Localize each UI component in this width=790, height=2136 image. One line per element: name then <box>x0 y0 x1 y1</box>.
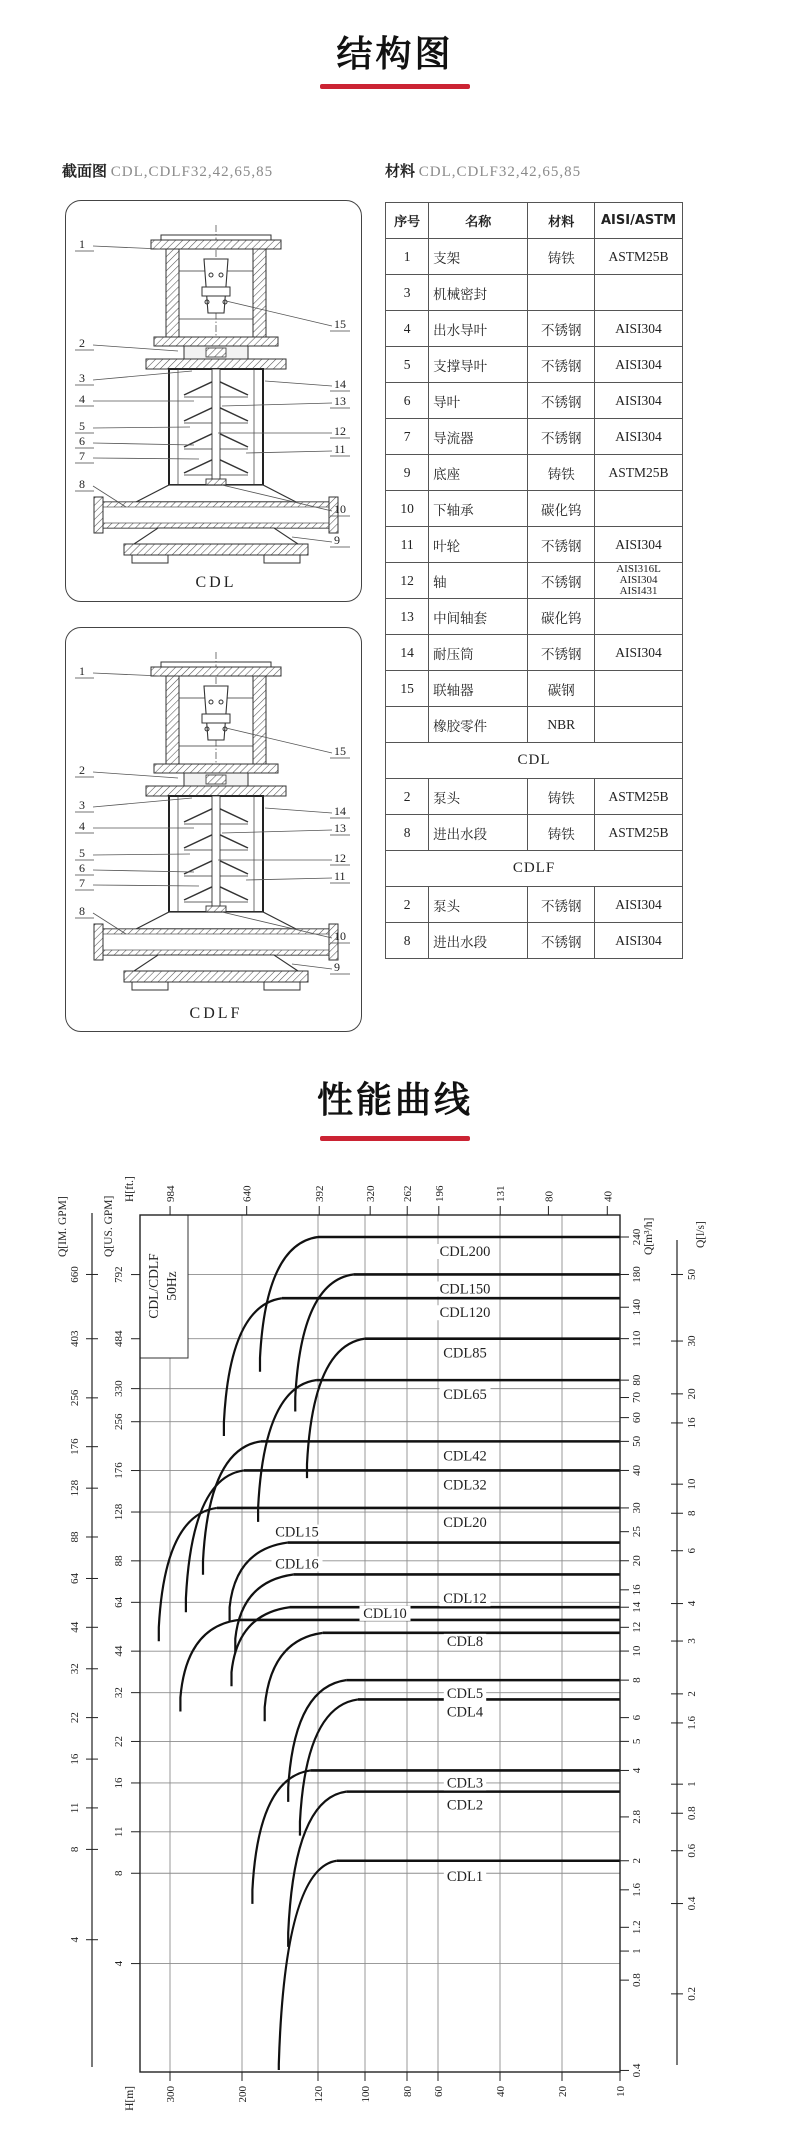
table-cell: 14 <box>386 635 429 671</box>
tick-label: 8 <box>686 1510 698 1516</box>
table-cell: 铸铁 <box>528 815 595 851</box>
tick-label: 32 <box>113 1687 125 1699</box>
table-cell: 导流器 <box>429 419 528 455</box>
table-cell: 叶轮 <box>429 527 528 563</box>
tick-label: 1.6 <box>686 1716 698 1730</box>
tick-label: 22 <box>113 1735 125 1747</box>
table-cell: 导叶 <box>429 383 528 419</box>
table-cell: 不锈钢 <box>528 383 595 419</box>
table-cell <box>595 707 683 743</box>
tick-label: 0.2 <box>686 1986 698 2001</box>
table-cell: AISI304 <box>595 887 683 923</box>
pump-model-label: CDL10 <box>363 1605 407 1622</box>
tick-label: 8 <box>69 1846 81 1853</box>
tick-label: 11 <box>113 1826 125 1838</box>
callout-number: 13 <box>334 821 346 835</box>
axis-title: Q[m³/h] <box>643 1217 655 1255</box>
callout-number: 3 <box>79 371 85 385</box>
tick-label: 330 <box>113 1380 125 1397</box>
tick-label: 792 <box>113 1266 125 1283</box>
table-cell: 4 <box>386 311 429 347</box>
tick-label: 128 <box>69 1479 81 1497</box>
tick-label: 64 <box>69 1572 81 1584</box>
pump-model-label: CDL200 <box>439 1244 491 1260</box>
table-row <box>386 491 683 527</box>
tick-label: 40 <box>631 1464 643 1476</box>
callout-number: 2 <box>79 336 85 350</box>
performance-section-title: 性能曲线 <box>316 1080 473 1121</box>
callout-number: 10 <box>334 502 346 516</box>
table-row <box>386 707 683 743</box>
tick-label: 0.6 <box>686 1843 698 1858</box>
pump-model-label: CDL1 <box>446 1868 484 1885</box>
axis-title: Q[US. GPM] <box>103 1195 115 1257</box>
table-cell <box>595 275 683 311</box>
table-cell: 名称 <box>429 203 528 239</box>
tick-label: 0.8 <box>686 1806 698 1821</box>
cdl-cross-section-box <box>65 200 362 602</box>
tick-label: 4 <box>631 1767 643 1774</box>
callout-number: 15 <box>334 744 346 758</box>
callout-number: 15 <box>334 317 346 331</box>
table-cell: 橡胶零件 <box>429 707 528 743</box>
table-row <box>386 311 683 347</box>
table-cell: 不锈钢 <box>528 347 595 383</box>
cdlf-pump-drawing <box>66 628 359 1027</box>
pump-range-curve <box>260 1237 318 1372</box>
tick-label: 128 <box>113 1503 125 1521</box>
callout-number: 6 <box>79 434 85 448</box>
table-cell: 底座 <box>429 455 528 491</box>
table-row <box>386 527 683 563</box>
pump-model-label: CDL8 <box>446 1633 484 1650</box>
table-cell: AISI316L AISI304 AISI431 <box>595 563 683 599</box>
table-cell: AISI304 <box>595 527 683 563</box>
tick-label: 176 <box>113 1462 125 1479</box>
table-cell: 序号 <box>386 203 429 239</box>
table-cell: NBR <box>528 707 595 743</box>
pump-model-label: CDL120 <box>439 1305 491 1322</box>
callout-number: 12 <box>334 424 346 438</box>
callout-number: 11 <box>334 442 346 456</box>
pump-model-label: CDL20 <box>443 1514 487 1531</box>
pump-range-curve <box>235 1574 293 1652</box>
table-cell: 不锈钢 <box>528 887 595 923</box>
pump-model-label: CDL85 <box>443 1345 487 1362</box>
table-cell: 11 <box>386 527 429 563</box>
table-cell: 5 <box>386 347 429 383</box>
cross-section-heading-bold: 截面图 <box>62 162 108 180</box>
pump-model-label: CDL3 <box>446 1775 484 1792</box>
table-cell: ASTM25B <box>595 455 683 491</box>
tick-label: 320 <box>365 1185 378 1202</box>
tick-label: 984 <box>165 1185 178 1202</box>
tick-label: 50 <box>686 1268 698 1280</box>
table-cell: AISI304 <box>595 347 683 383</box>
callout-number: 7 <box>79 449 85 463</box>
tick-label: 110 <box>631 1330 643 1347</box>
table-row <box>386 887 683 923</box>
tick-label: 1.6 <box>631 1882 643 1897</box>
table-cell: AISI/ASTM <box>595 203 683 239</box>
tick-label: 176 <box>69 1438 81 1455</box>
tick-label: 80 <box>402 2086 414 2097</box>
title-underline-2 <box>320 1136 470 1141</box>
callout-number: 10 <box>334 929 346 943</box>
tick-label: 12 <box>631 1621 643 1633</box>
tick-label: 100 <box>360 2086 372 2103</box>
table-cell: 材料 <box>528 203 595 239</box>
callout-number: 5 <box>79 846 85 860</box>
performance-chart <box>0 1160 790 2136</box>
tick-label: 25 <box>631 1526 643 1538</box>
cross-section-heading <box>62 160 273 181</box>
callout-number: 9 <box>334 533 340 547</box>
cdl-pump-drawing <box>66 201 359 597</box>
table-cell: AISI304 <box>595 923 683 959</box>
axis-title: H[m] <box>124 2086 136 2111</box>
structure-section-title: 结构图 <box>336 34 454 75</box>
tick-label: 8 <box>631 1677 643 1683</box>
tick-label: 120 <box>313 2086 325 2103</box>
pump-range-curve <box>224 1298 282 1436</box>
pump-model-label: CDL16 <box>275 1556 319 1573</box>
callout-number: 8 <box>79 904 85 918</box>
tick-label: 8 <box>113 1870 125 1877</box>
tick-label: 32 <box>69 1663 81 1675</box>
tick-label: 256 <box>69 1389 81 1407</box>
pump-range-curve <box>288 1792 346 1947</box>
tick-label: 5 <box>631 1738 643 1745</box>
tick-label: 256 <box>113 1413 125 1430</box>
table-cell <box>595 671 683 707</box>
materials-heading <box>385 160 581 181</box>
tick-label: 2 <box>631 1858 643 1864</box>
tick-label: 70 <box>631 1392 643 1404</box>
table-cell: 耐压筒 <box>429 635 528 671</box>
axis-title: Q[l/s] <box>695 1221 707 1248</box>
table-cell: 12 <box>386 563 429 599</box>
tick-label: 40 <box>495 2086 507 2097</box>
tick-label: 2 <box>686 1691 698 1697</box>
table-section-title: CDLF <box>386 851 683 887</box>
table-row <box>386 635 683 671</box>
tick-label: 0.4 <box>631 2063 643 2078</box>
table-cell: 支撑导叶 <box>429 347 528 383</box>
table-cell: 联轴器 <box>429 671 528 707</box>
tick-label: 10 <box>686 1478 698 1490</box>
tick-label: 20 <box>631 1555 643 1567</box>
table-cell <box>595 491 683 527</box>
table-cell: 机械密封 <box>429 275 528 311</box>
tick-label: 10 <box>631 1645 643 1657</box>
tick-label: 50 <box>631 1435 643 1447</box>
tick-label: 60 <box>631 1412 643 1424</box>
pump-range-curve <box>180 1620 238 1712</box>
table-cell: ASTM25B <box>595 239 683 275</box>
callout-number: 5 <box>79 419 85 433</box>
table-section-row <box>386 851 683 887</box>
callout-number: 4 <box>79 392 85 406</box>
cdlf-cross-section-box <box>65 627 362 1032</box>
table-cell: AISI304 <box>595 383 683 419</box>
table-cell: 铸铁 <box>528 779 595 815</box>
tick-label: 0.8 <box>631 1973 643 1988</box>
table-cell: 不锈钢 <box>528 635 595 671</box>
table-cell: AISI304 <box>595 419 683 455</box>
table-row <box>386 779 683 815</box>
materials-heading-models: CDL,CDLF32,42,65,85 <box>418 164 582 180</box>
tick-label: 88 <box>69 1531 81 1543</box>
table-cell: 8 <box>386 815 429 851</box>
callout-number: 7 <box>79 876 85 890</box>
tick-label: 0.4 <box>686 1896 698 1911</box>
tick-label: 2.8 <box>631 1810 643 1824</box>
table-cell: 碳钢 <box>528 671 595 707</box>
table-cell: 泵头 <box>429 779 528 815</box>
tick-label: 14 <box>631 1601 643 1613</box>
table-row <box>386 599 683 635</box>
materials-table <box>385 202 683 959</box>
table-cell: 支架 <box>429 239 528 275</box>
table-cell: 不锈钢 <box>528 923 595 959</box>
table-row <box>386 239 683 275</box>
table-cell: 2 <box>386 887 429 923</box>
table-cell: 不锈钢 <box>528 563 595 599</box>
callout-number: 13 <box>334 394 346 408</box>
callout-number: 4 <box>79 819 85 833</box>
pump-model-label: CDL5 <box>446 1686 484 1703</box>
table-cell: AISI304 <box>595 635 683 671</box>
tick-label: 80 <box>631 1374 643 1386</box>
tick-label: 140 <box>631 1298 643 1316</box>
callout-number: 14 <box>334 804 346 818</box>
table-cell: 10 <box>386 491 429 527</box>
tick-label: 1 <box>686 1781 698 1787</box>
tick-label: 640 <box>241 1185 254 1202</box>
table-cell <box>595 599 683 635</box>
table-cell: 13 <box>386 599 429 635</box>
table-cell: AISI304 <box>595 311 683 347</box>
tick-label: 22 <box>69 1712 81 1724</box>
pump-model-label: CDL4 <box>446 1704 484 1721</box>
pump-range-curve <box>265 1633 323 1721</box>
tick-label: 131 <box>495 1185 508 1202</box>
tick-label: 44 <box>113 1645 125 1657</box>
inset-frequency-label: 50Hz <box>164 1271 179 1301</box>
tick-label: 4 <box>113 1960 125 1967</box>
axis-title: H[ft.] <box>124 1176 136 1202</box>
table-cell: ASTM25B <box>595 779 683 815</box>
table-cell: 2 <box>386 779 429 815</box>
table-cell: 碳化钨 <box>528 599 595 635</box>
table-cell: 铸铁 <box>528 239 595 275</box>
callout-number: 6 <box>79 861 85 875</box>
tick-label: 30 <box>686 1335 698 1347</box>
pump-model-label: CDL65 <box>443 1387 487 1404</box>
table-cell: 泵头 <box>429 887 528 923</box>
tick-label: 4 <box>69 1936 81 1943</box>
tick-label: 16 <box>113 1777 125 1789</box>
tick-label: 11 <box>69 1802 81 1814</box>
tick-label: 180 <box>631 1266 643 1283</box>
cross-section-heading-models: CDL,CDLF32,42,65,85 <box>110 164 274 180</box>
callout-number: 8 <box>79 477 85 491</box>
table-cell <box>386 707 429 743</box>
callout-number: 3 <box>79 798 85 812</box>
table-row <box>386 923 683 959</box>
axis-title: Q[IM. GPM] <box>57 1196 69 1257</box>
table-section-row <box>386 743 683 779</box>
table-row <box>386 563 683 599</box>
tick-label: 3 <box>686 1638 698 1644</box>
tick-label: 30 <box>631 1502 643 1514</box>
pump-model-label: CDL42 <box>443 1448 487 1465</box>
tick-label: 40 <box>602 1191 615 1202</box>
table-cell: 1 <box>386 239 429 275</box>
tick-label: 20 <box>557 2086 569 2097</box>
pump-range-curve <box>295 1274 353 1411</box>
table-cell: ASTM25B <box>595 815 683 851</box>
pump-model-label: CDL2 <box>446 1797 484 1814</box>
tick-label: 196 <box>433 1185 446 1202</box>
table-cell: 3 <box>386 275 429 311</box>
tick-label: 392 <box>314 1185 327 1202</box>
table-row <box>386 347 683 383</box>
tick-label: 6 <box>686 1547 698 1554</box>
table-cell: 进出水段 <box>429 923 528 959</box>
tick-label: 262 <box>402 1185 415 1202</box>
table-header-row <box>386 203 683 239</box>
tick-label: 300 <box>165 2086 177 2103</box>
table-row <box>386 383 683 419</box>
table-cell: 碳化钨 <box>528 491 595 527</box>
diagram-caption: CDL <box>195 574 237 591</box>
table-row <box>386 275 683 311</box>
table-cell: 不锈钢 <box>528 419 595 455</box>
tick-label: 240 <box>631 1228 643 1246</box>
tick-label: 20 <box>686 1388 698 1400</box>
table-cell: 9 <box>386 455 429 491</box>
tick-label: 80 <box>543 1191 556 1202</box>
callout-number: 2 <box>79 763 85 777</box>
materials-heading-bold: 材料 <box>385 162 416 180</box>
table-cell: 出水导叶 <box>429 311 528 347</box>
title-underline <box>320 84 470 89</box>
table-cell <box>528 275 595 311</box>
table-row <box>386 671 683 707</box>
tick-label: 660 <box>69 1266 81 1283</box>
table-section-title: CDL <box>386 743 683 779</box>
pump-model-label: CDL15 <box>275 1524 319 1541</box>
diagram-caption: CDLF <box>189 1005 243 1022</box>
callout-number: 11 <box>334 869 346 883</box>
table-row <box>386 455 683 491</box>
tick-label: 403 <box>69 1330 81 1347</box>
tick-label: 10 <box>615 2086 627 2097</box>
pump-model-label: CDL150 <box>439 1281 491 1298</box>
table-cell: 不锈钢 <box>528 527 595 563</box>
tick-label: 16 <box>69 1753 81 1765</box>
tick-label: 4 <box>686 1600 698 1607</box>
pump-range-curve <box>300 1699 358 1835</box>
table-cell: 铸铁 <box>528 455 595 491</box>
tick-label: 16 <box>631 1584 643 1596</box>
tick-label: 484 <box>113 1330 125 1347</box>
pump-range-curve <box>307 1339 365 1478</box>
pump-model-label: CDL32 <box>443 1477 487 1494</box>
table-cell: 8 <box>386 923 429 959</box>
table-row <box>386 419 683 455</box>
callout-number: 12 <box>334 851 346 865</box>
table-cell: 6 <box>386 383 429 419</box>
tick-label: 64 <box>113 1596 125 1608</box>
table-row <box>386 815 683 851</box>
pump-model-label: CDL12 <box>443 1591 487 1608</box>
callout-number: 1 <box>79 664 85 678</box>
tick-label: 16 <box>686 1417 698 1429</box>
table-cell: 下轴承 <box>429 491 528 527</box>
callout-number: 1 <box>79 237 85 251</box>
table-cell: 轴 <box>429 563 528 599</box>
table-cell: 中间轴套 <box>429 599 528 635</box>
inset-frequency-label: CDL/CDLF <box>146 1253 161 1319</box>
tick-label: 60 <box>433 2086 445 2097</box>
tick-label: 1 <box>631 1948 643 1954</box>
tick-label: 1.2 <box>631 1920 643 1935</box>
tick-label: 88 <box>113 1555 125 1567</box>
pump-range-curve <box>279 1861 337 2070</box>
table-cell: 15 <box>386 671 429 707</box>
tick-label: 200 <box>237 2086 249 2103</box>
pump-range-curve <box>288 1680 346 1802</box>
callout-number: 9 <box>334 960 340 974</box>
table-cell: 不锈钢 <box>528 311 595 347</box>
table-cell: 进出水段 <box>429 815 528 851</box>
tick-label: 44 <box>69 1621 81 1633</box>
callout-number: 14 <box>334 377 346 391</box>
tick-label: 6 <box>631 1714 643 1721</box>
table-cell: 7 <box>386 419 429 455</box>
